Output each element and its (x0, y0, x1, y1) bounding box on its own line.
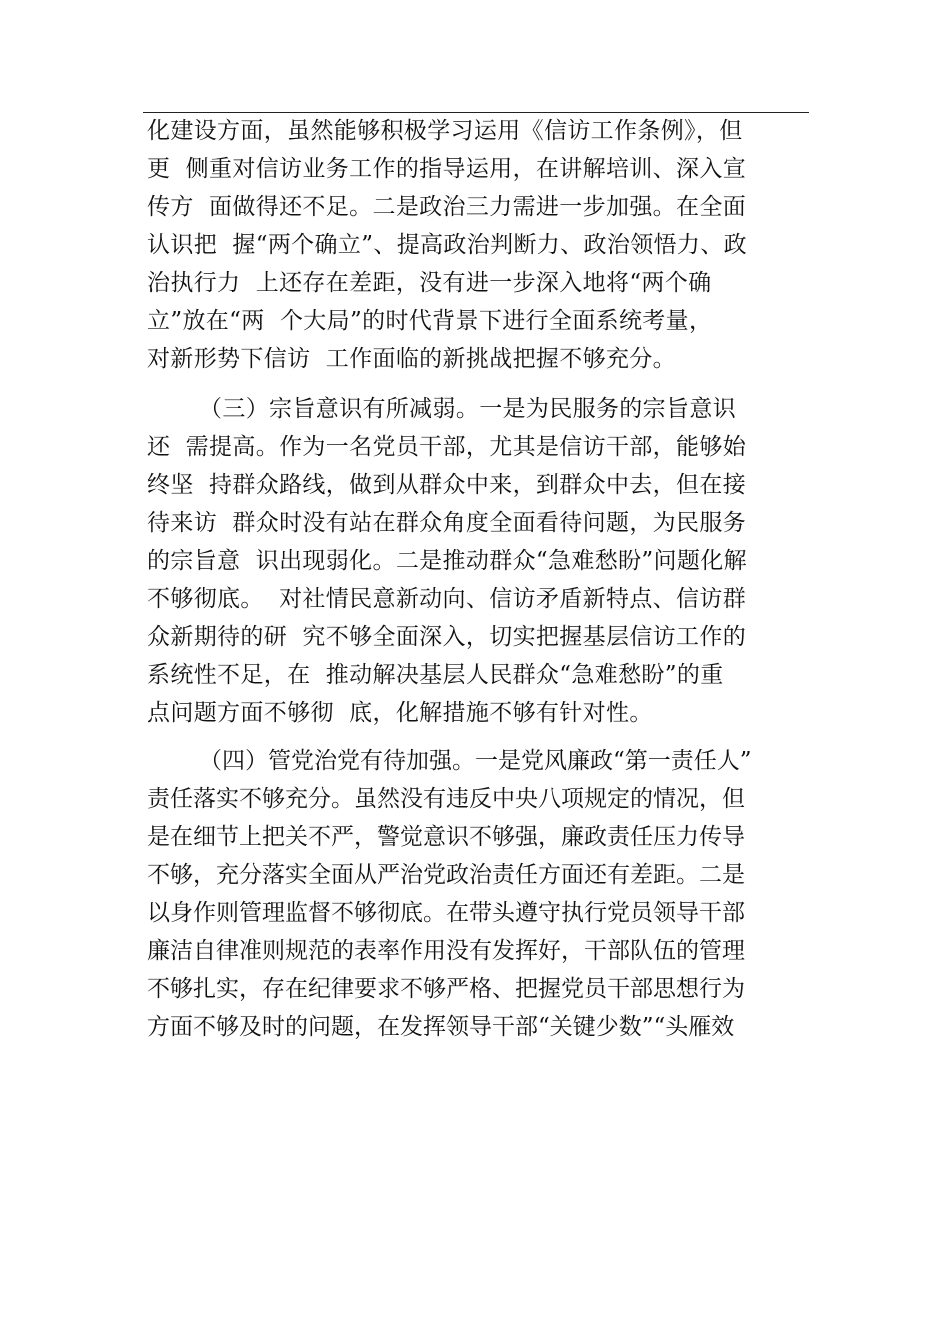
text-line: 认识把 握“两个确立”、提高政治判断力、政治领悟力、政 (147, 232, 747, 258)
text-line: 系统性不足，在 推动解决基层人民群众“急难愁盼”的重 (147, 662, 724, 688)
text-line: 更 侧重对信访业务工作的指导运用，在讲解培训、深入宣 (147, 156, 747, 182)
text-line: 立”放在“两 个大局”的时代背景下进行全面系统考量， (147, 308, 713, 334)
paragraph-2 (147, 390, 809, 732)
text-line: 不够彻底。 对社情民意新动向、信访矛盾新特点、信访群 (147, 586, 747, 612)
section-heading-line: （四）管党治党有待加强。一是党风廉政“第一责任人” (199, 748, 752, 774)
text-line: 点问题方面不够彻 底，化解措施不够有针对性。 (147, 700, 653, 726)
text-line: 不够，充分落实全面从严治党政治责任方面还有差距。二是 (147, 862, 745, 888)
text-line: 方面不够及时的问题，在发挥领导干部“关键少数”“头雁效 (147, 1014, 735, 1040)
text-line: 廉洁自律准则规范的表率作用没有发挥好，干部队伍的管理 (147, 938, 745, 964)
text-line: 不够扎实，存在纪律要求不够严格、把握党员干部思想行为 (147, 976, 745, 1002)
paragraph-3 (147, 742, 809, 1046)
text-line: 还 需提高。作为一名党员干部，尤其是信访干部，能够始 (147, 434, 747, 460)
text-line: 众新期待的研 究不够全面深入，切实把握基层信访工作的 (147, 624, 747, 650)
text-line: 的宗旨意 识出现弱化。二是推动群众“急难愁盼”问题化解 (147, 548, 747, 574)
paragraph-1 (147, 112, 809, 378)
text-line: 终坚 持群众路线，做到从群众中来，到群众中去，但在接 (147, 472, 747, 498)
text-line: 对新形势下信访 工作面临的新挑战把握不够充分。 (147, 346, 677, 372)
text-line: 待来访 群众时没有站在群众角度全面看待问题，为民服务 (147, 510, 747, 536)
text-line: 以身作则管理监督不够彻底。在带头遵守执行党员领导干部 (147, 900, 745, 926)
text-line: 责任落实不够充分。虽然没有违反中央八项规定的情况，但 (147, 786, 745, 812)
text-line: 化建设方面，虽然能够积极学习运用《信访工作条例》，但 (147, 118, 743, 144)
section-heading-line: （三）宗旨意识有所减弱。一是为民服务的宗旨意识 (199, 396, 737, 422)
text-line: 是在细节上把关不严，警觉意识不够强，廉政责任压力传导 (147, 824, 745, 850)
text-line: 治执行力 上还存在差距，没有进一步深入地将“两个确 (147, 270, 712, 296)
text-line: 传方 面做得还不足。二是政治三力需进一步加强。在全面 (147, 194, 747, 220)
